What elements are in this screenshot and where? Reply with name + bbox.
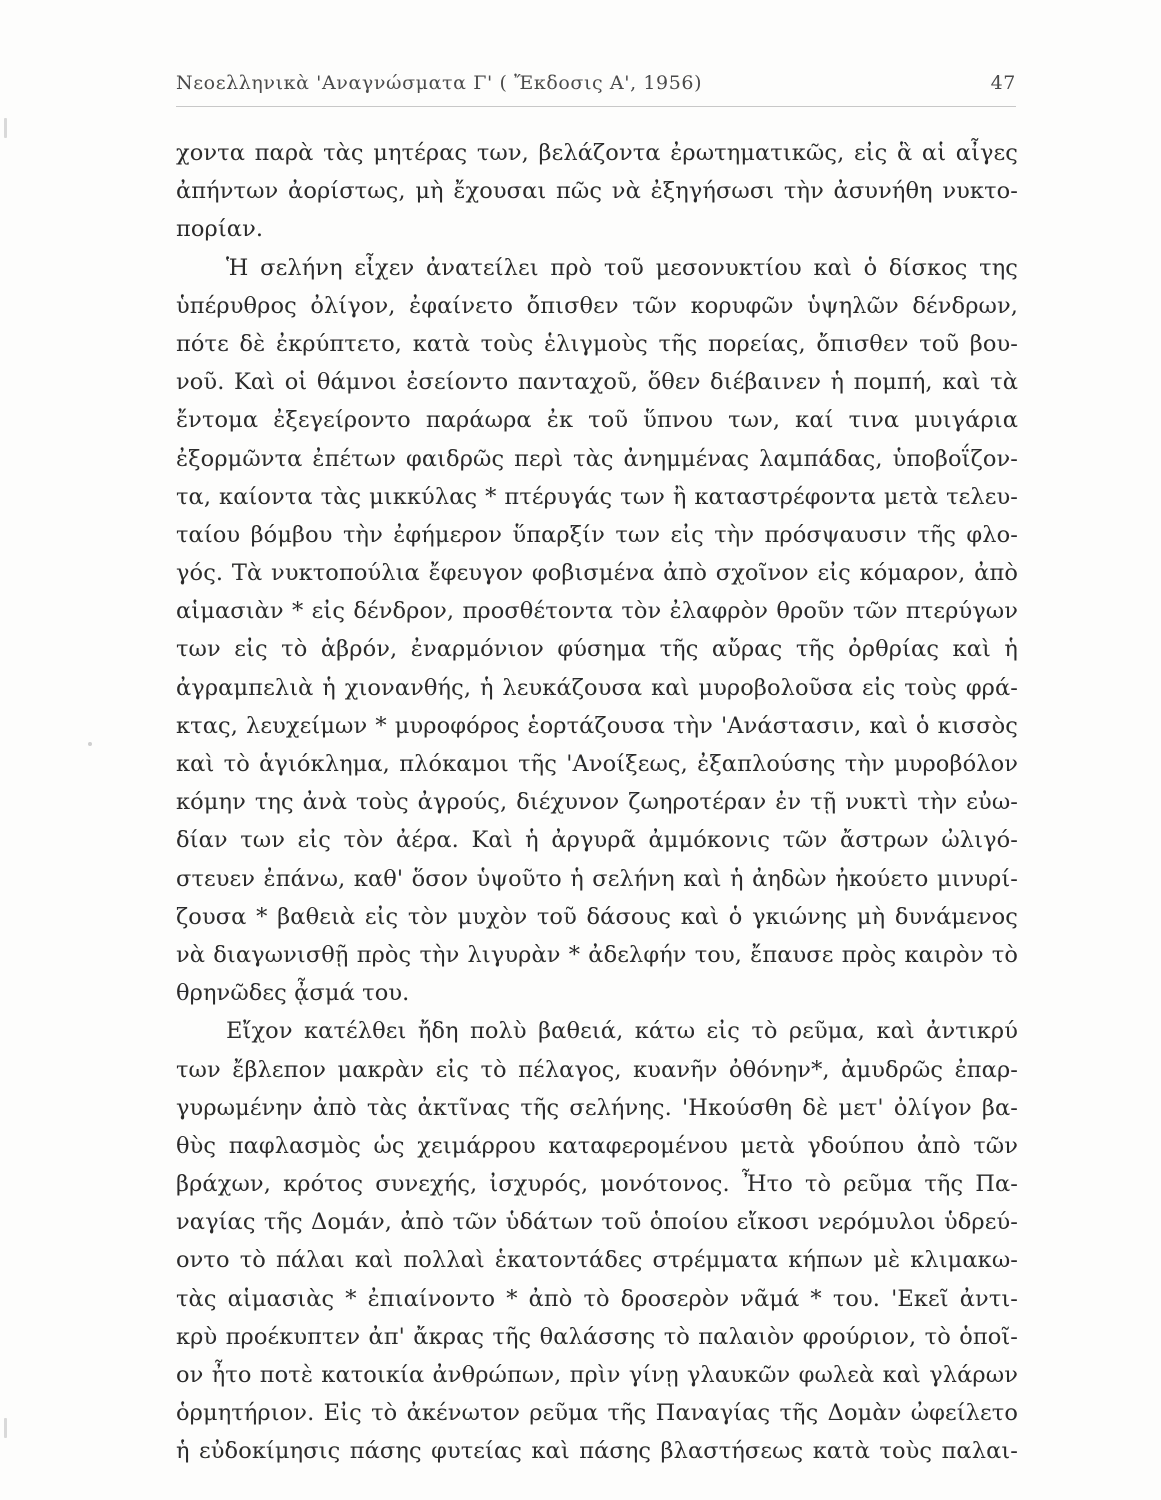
text-line: των εἰς τὸ ἁβρόν, ἐναρμόνιον φύσημα τῆς αὔρας τῆς ὀρθρίας καὶ ἡ	[176, 636, 1018, 663]
text-line: ἐξορμῶντα ἐπέτων φαιδρῶς περὶ τὰς ἀνημμένας λαμπάδας, ὑποβοΐζον-	[176, 445, 1018, 472]
text-line: αἱμασιὰν * εἰς δένδρον, προσθέτοντα τὸν ἐλαφρὸν θροῦν τῶν πτερύγων	[176, 598, 1018, 625]
text-line: κρὺ προέκυπτεν ἀπ' ἄκρας τῆς θαλάσσης τὸ παλαιὸν φρούριον, τὸ ὁποῖ-	[176, 1323, 1018, 1350]
text-line: ναγίας τῆς Δομάν, ἀπὸ τῶν ὑδάτων τοῦ ὁποίου εἴκοσι νερόμυλοι ὑδρεύ-	[176, 1209, 1018, 1236]
text-line: γυρωμένην ἀπὸ τὰς ἀκτῖνας τῆς σελήνης. 'Ηκούσθη δὲ μετ' ὀλίγον βα-	[176, 1094, 1018, 1121]
text-line: κτας, λευχείμων * μυροφόρος ἑορτάζουσα τὴν 'Ανάστασιν, καὶ ὁ κισσὸς	[176, 712, 1018, 739]
text-line: ζουσα * βαθειὰ εἰς τὸν μυχὸν τοῦ δάσους καὶ ὁ γκιώνης μὴ δυνάμενος	[176, 903, 1018, 930]
text-line: στευεν ἐπάνω, καθ' ὅσον ὑψοῦτο ἡ σελήνη καὶ ἡ ἀηδὼν ἠκούετο μινυρί-	[176, 865, 1018, 892]
text-line: ὑπέρυθρος ὀλίγον, ἐφαίνετο ὄπισθεν τῶν κορυφῶν ὑψηλῶν δένδρων,	[176, 292, 1018, 319]
text-line: πότε δὲ ἐκρύπτετο, κατὰ τοὺς ἑλιγμοὺς τῆς πορείας, ὄπισθεν τοῦ βου-	[176, 330, 1018, 357]
margin-mark	[4, 1418, 7, 1438]
text-line: οντο τὸ πάλαι καὶ πολλαὶ ἑκατοντάδες στρέμματα κήπων μὲ κλιμακω-	[176, 1247, 1018, 1274]
text-line: γός. Τὰ νυκτοπούλια ἔφευγον φοβισμένα ἀπὸ σχοῖνον εἰς κόμαρον, ἀπὸ	[176, 560, 1018, 587]
text-line: ον ἦτο ποτὲ κατοικία ἀνθρώπων, πρὶν γίνῃ γλαυκῶν φωλεὰ καὶ γλάρων	[176, 1362, 1018, 1388]
text-line: Ἡ σελήνη εἶχεν ἀνατείλει πρὸ τοῦ μεσονυκτίου καὶ ὁ δίσκος της	[226, 254, 1018, 281]
text-line: ἀπήντων ἀορίστως, μὴ ἔχουσαι πῶς νὰ ἐξηγήσωσι τὴν ἀσυνήθη νυκτο-	[176, 178, 1018, 205]
text-line: βράχων, κρότος συνεχής, ἰσχυρός, μονότονος. Ἦτο τὸ ρεῦμα τῆς Πα-	[176, 1171, 1018, 1198]
text-line: Εἴχον κατέλθει ἤδη πολὺ βαθειά, κάτω εἰς τὸ ρεῦμα, καὶ ἀντικρύ	[226, 1018, 1018, 1045]
text-line: νοῦ. Καὶ οἱ θάμνοι ἐσείοντο πανταχοῦ, ὅθεν διέβαινεν ἡ πομπή, καὶ τὰ	[176, 369, 1018, 396]
running-head	[176, 72, 1016, 104]
text-line: πορίαν.	[176, 216, 264, 243]
text-line: νὰ διαγωνισθῇ πρὸς τὴν λιγυρὰν * ἀδελφήν του, ἔπαυσε πρὸς καιρὸν τὸ	[176, 941, 1018, 968]
text-line: καὶ τὸ ἁγιόκλημα, πλόκαμοι τῆς 'Ανοίξεως, ἐξαπλούσης τὴν μυροβόλον	[176, 751, 1018, 777]
text-line: ἀγραμπελιὰ ἡ χιονανθής, ἡ λευκάζουσα καὶ μυροβολοῦσα εἰς τοὺς φρά-	[176, 674, 1018, 701]
margin-speck	[88, 742, 92, 746]
text-line: ταίου βόμβου τὴν ἐφήμερον ὕπαρξίν των εἰς τὴν πρόσψαυσιν τῆς φλο-	[176, 521, 1018, 548]
header-rule	[176, 106, 1016, 107]
text-line: χοντα παρὰ τὰς μητέρας των, βελάζοντα ἐρωτηματικῶς, εἰς ἃ αἱ αἶγες	[176, 140, 1018, 166]
text-line: κόμην της ἀνὰ τοὺς ἀγρούς, διέχυνον ζωηροτέραν ἐν τῇ νυκτὶ τὴν εὐω-	[176, 789, 1018, 816]
page-number: 47	[990, 72, 1016, 94]
text-line: θρηνῶδες ᾆσμά του.	[176, 980, 410, 1007]
body-text	[176, 134, 1018, 1471]
margin-mark	[4, 118, 7, 138]
text-line: των ἔβλεπον μακρὰν εἰς τὸ πέλαγος, κυανῆν ὀθόνην*, ἀμυδρῶς ἐπαρ-	[176, 1056, 1018, 1083]
running-head-title: Νεοελληνικὰ 'Αναγνώσματα Γ' ( Ἔκδοσις Α', 1956)	[176, 72, 703, 94]
text-line: ἡ εὐδοκίμησις πάσης φυτείας καὶ πάσης βλαστήσεως κατὰ τοὺς παλαι-	[176, 1438, 1018, 1465]
text-line: τὰς αἱμασιὰς * ἐπιαίνοντο * ἀπὸ τὸ δροσερὸν νᾶμά * του. 'Εκεῖ ἀντι-	[176, 1285, 1018, 1312]
text-line: θὺς παφλασμὸς ὡς χειμάρρου καταφερομένου μετὰ γδούπου ἀπὸ τῶν	[176, 1132, 1018, 1159]
text-line: τα, καίοντα τὰς μικκύλας * πτέρυγάς των ἢ καταστρέφοντα μετὰ τελευ-	[176, 483, 1018, 510]
text-line: δίαν των εἰς τὸν ἀέρα. Καὶ ἡ ἀργυρᾶ ἀμμόκονις τῶν ἄστρων ὠλιγό-	[176, 827, 1018, 854]
text-line: ὁρμητήριον. Εἰς τὸ ἀκένωτον ρεῦμα τῆς Παναγίας τῆς Δομὰν ὠφείλετο	[176, 1400, 1018, 1427]
text-line: ἔντομα ἐξεγείροντο παράωρα ἐκ τοῦ ὕπνου των, καί τινα μυιγάρια	[176, 407, 1018, 434]
